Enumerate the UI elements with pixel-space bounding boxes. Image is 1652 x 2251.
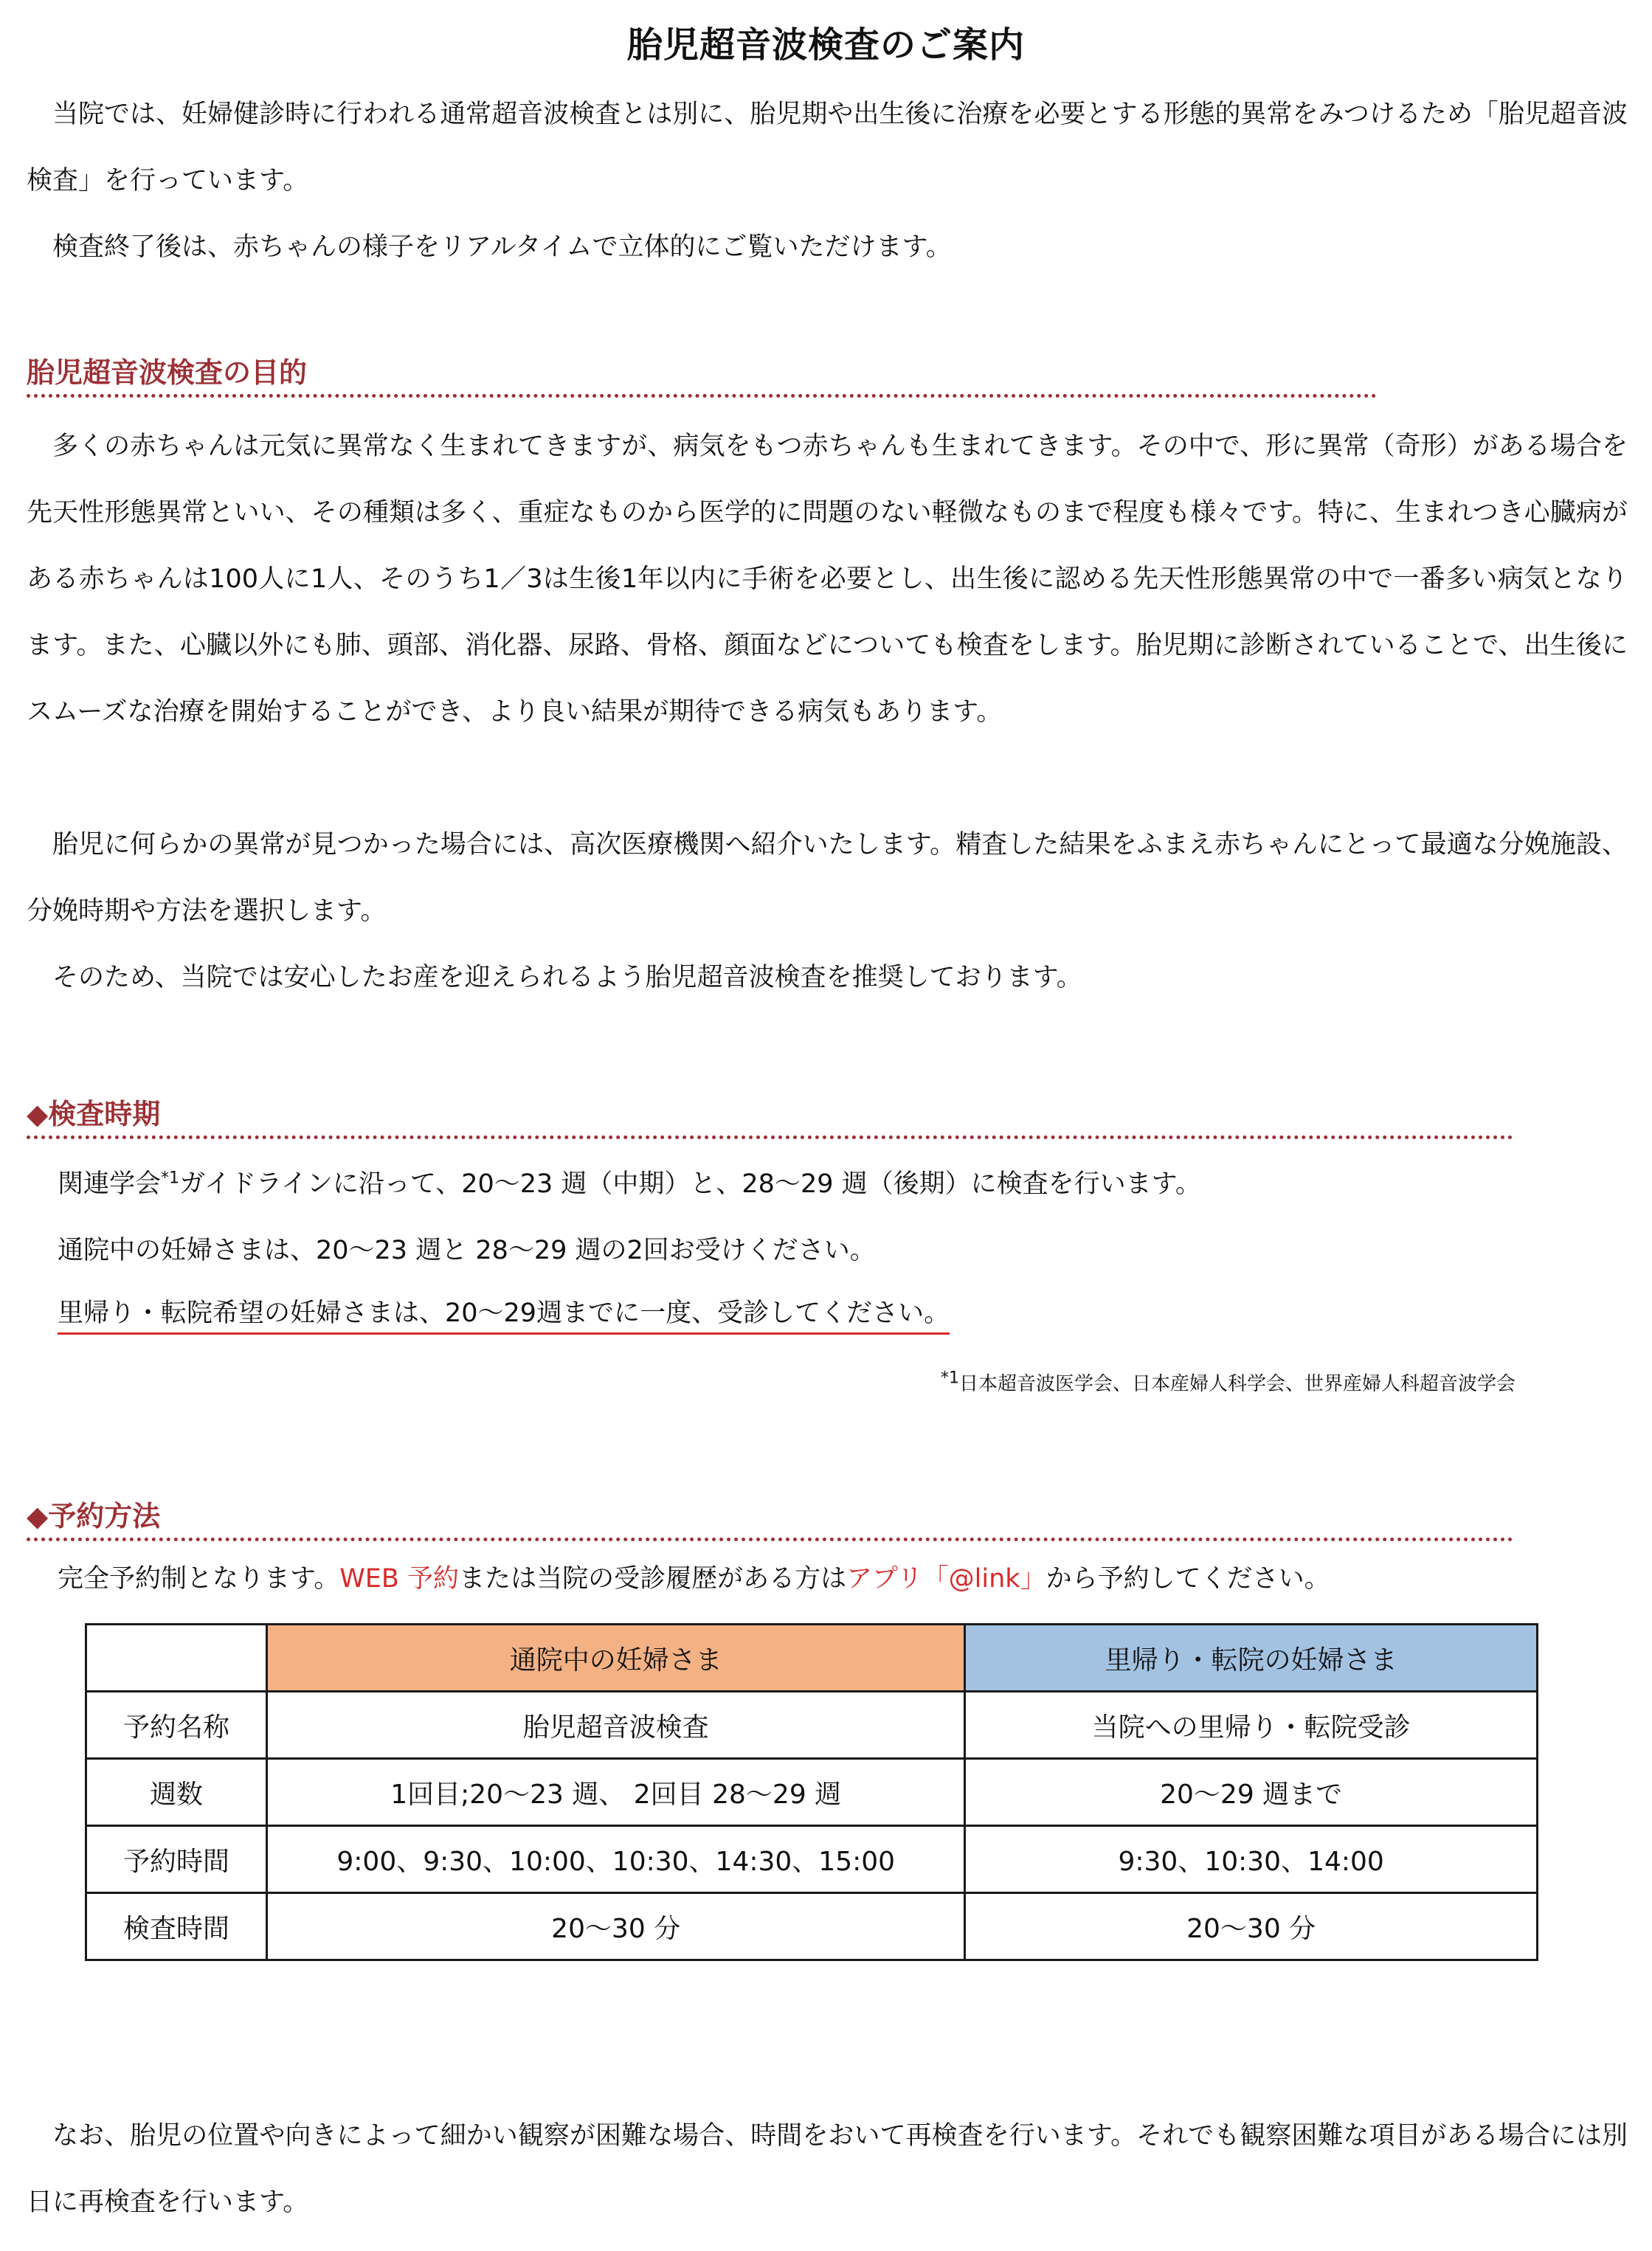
table-row bbox=[86, 1826, 1538, 1893]
reservation-line bbox=[58, 1560, 1330, 1597]
cell-regular: 1回目;20～23 週、 2回目 28～29 週 bbox=[267, 1759, 965, 1826]
footnote-marker: *1 bbox=[161, 1169, 180, 1188]
page-title: 胎児超音波検査のご案内 bbox=[626, 24, 1025, 66]
cell-transfer: 20～29 週まで bbox=[965, 1759, 1538, 1826]
reservation-table bbox=[85, 1623, 1538, 1961]
timing-line-transfer bbox=[58, 1295, 950, 1332]
closing-note: なお、胎児の位置や向きによって細かい観察が困難な場合、時間をおいて再検査を行います。それでも観察困難な項目がある場合には別日に再検査を行います。 bbox=[27, 2121, 1628, 2217]
row-label: 予約名称 bbox=[86, 1692, 267, 1759]
intro-paragraph-2: 検査終了後は、赤ちゃんの様子をリアルタイムで立体的にご覧いただけます。 bbox=[52, 232, 952, 262]
timing-line-regular: 通院中の妊婦さまは、20～23 週と 28～29 週の2回お受けください。 bbox=[58, 1236, 876, 1265]
row-label: 予約時間 bbox=[86, 1826, 267, 1893]
table-row bbox=[86, 1893, 1538, 1960]
reservation-text-e: から予約してください。 bbox=[1046, 1564, 1330, 1594]
footnote-text: 日本超音波医学会、日本産婦人科学会、世界産婦人科超音波学会 bbox=[958, 1373, 1516, 1395]
table-row bbox=[86, 1692, 1538, 1759]
section-heading-reservation: ◆予約方法 bbox=[27, 1498, 1513, 1541]
footnote-mark: *1 bbox=[940, 1369, 959, 1388]
footnote bbox=[941, 1369, 1516, 1399]
header-regular-patients: 通院中の妊婦さま bbox=[267, 1625, 965, 1692]
cell-transfer: 20～30 分 bbox=[965, 1893, 1538, 1960]
purpose-paragraph-3: そのため、当院では安心したお産を迎えられるよう胎児超音波検査を推奨しております。 bbox=[52, 963, 1082, 992]
cell-transfer: 当院への里帰り・転院受診 bbox=[965, 1692, 1538, 1759]
purpose-paragraph-1: 多くの赤ちゃんは元気に異常なく生まれてきますが、病気をもつ赤ちゃんも生まれてきます。その中で、形に異常（奇形）がある場合を先天性形態異常といい、その種類は多く、重症なものから医学的に問題のない軽微なものまで程度も様々です。特に、生まれつき心臓病がある赤ちゃんは100人に1人、そのうち1／3は生後1年以内に手術を必要とし、出生後に認める先天性形態異常の中で一番多い病気となります。また、心臓以外にも肺、頭部、消化器、尿路、骨格、顔面などについても検査をします。胎児期に診断されていることで、出生後にスムーズな治療を開始することができ、より良い結果が期待できる病気もあります。 bbox=[27, 432, 1628, 727]
header-transfer-patients: 里帰り・転院の妊婦さま bbox=[965, 1625, 1538, 1692]
timing-line-guideline bbox=[58, 1166, 1201, 1203]
timing-line-post: ガイドラインに沿って、20～23 週（中期）と、28～29 週（後期）に検査を行います。 bbox=[179, 1169, 1201, 1199]
intro-paragraph-1: 当院では、妊婦健診時に行われる通常超音波検査とは別に、胎児期や出生後に治療を必要とする形態的異常をみつけるため「胎児超音波検査」を行っています。 bbox=[27, 100, 1628, 196]
reservation-text-c: または当院の受診履歴がある方は bbox=[459, 1564, 847, 1594]
cell-transfer: 9:30、10:30、14:00 bbox=[965, 1826, 1538, 1893]
table-row bbox=[86, 1759, 1538, 1826]
cell-regular: 胎児超音波検査 bbox=[267, 1692, 965, 1759]
section-heading-timing: ◆検査時期 bbox=[27, 1096, 1513, 1139]
timing-transfer-text: 里帰り・転院希望の妊婦さまは、20～29週までに一度、受診してください。 bbox=[58, 1299, 950, 1335]
section-heading-purpose: 胎児超音波検査の目的 bbox=[27, 354, 1377, 398]
app-link[interactable]: アプリ「@link」 bbox=[846, 1564, 1046, 1594]
table-header-row bbox=[86, 1625, 1538, 1692]
web-reservation-link[interactable]: WEB 予約 bbox=[339, 1564, 460, 1594]
cell-regular: 20～30 分 bbox=[267, 1893, 965, 1960]
reservation-text-a: 完全予約制となります。 bbox=[58, 1564, 340, 1594]
cell-regular: 9:00、9:30、10:00、10:30、14:30、15:00 bbox=[267, 1826, 965, 1893]
row-label: 週数 bbox=[86, 1759, 267, 1826]
table-corner-cell bbox=[86, 1625, 267, 1692]
purpose-paragraph-2: 胎児に何らかの異常が見つかった場合には、高次医療機関へ紹介いたします。精査した結果をふまえ赤ちゃんにとって最適な分娩施設、分娩時期や方法を選択します。 bbox=[27, 830, 1628, 926]
timing-line-pre: 関連学会 bbox=[58, 1169, 162, 1199]
row-label: 検査時間 bbox=[86, 1893, 267, 1960]
